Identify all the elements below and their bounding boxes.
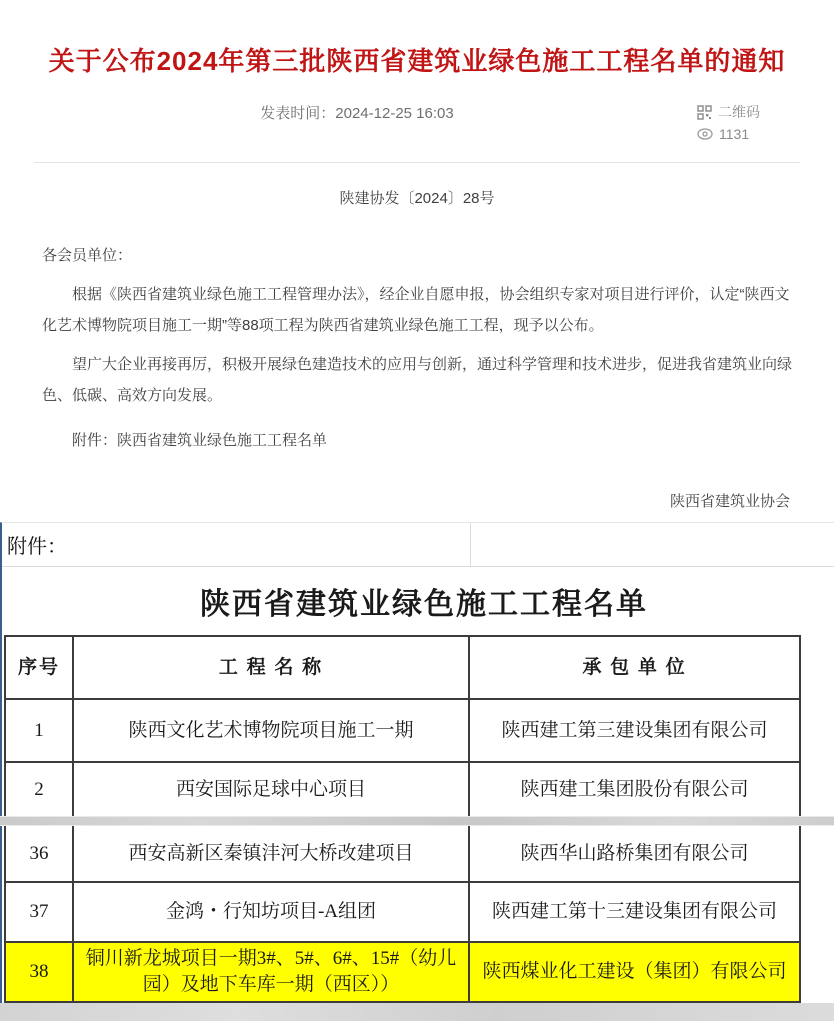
doc-number: 陕建协发〔2024〕28号	[339, 190, 495, 208]
qrcode-label: 二维码	[718, 104, 760, 121]
cell-no: 2	[34, 778, 44, 800]
cell-no: 38	[6, 943, 72, 1001]
view-count: 1131	[719, 126, 750, 143]
cell-project: 西安国际足球中心项目	[72, 763, 468, 816]
cell-contractor: 陕西建工第三建设集团有限公司	[468, 700, 799, 761]
salutation: 各会员单位：	[42, 247, 133, 265]
page	[0, 17, 834, 1017]
publish-time: 发表时间：2024-12-25 16:03	[260, 105, 454, 123]
table-row	[6, 698, 799, 761]
attachment-sheet	[0, 522, 834, 1017]
column-header-no: 序号	[17, 656, 60, 678]
signature-org: 陕西省建筑业协会	[669, 493, 790, 511]
cell-project: 陕西文化艺术博物院项目施工一期	[72, 700, 468, 761]
cell-no: 37	[29, 901, 49, 923]
sheet-content	[0, 522, 834, 1017]
cell-contractor: 陕西建工第十三建设集团有限公司	[468, 883, 799, 941]
attachment-label: 附件：	[7, 536, 67, 559]
projects-table	[4, 635, 801, 1003]
table-row	[6, 881, 799, 941]
header-divider	[34, 162, 800, 163]
qrcode-icon	[697, 105, 712, 120]
cell-contractor: 陕西建工集团股份有限公司	[468, 763, 799, 816]
cell-project: 西安高新区秦镇沣河大桥改建项目	[72, 826, 468, 881]
paragraph-1: 根据《陕西省建筑业绿色施工工程管理办法》，经企业自愿申报，协会组织专家对项目进行评价，认定“陕西文化艺术博物院项目施工一期”等88项工程为陕西省建筑业绿色施工工程，现予以公布。	[42, 286, 790, 335]
cell-contractor: 陕西煤业化工建设（集团）有限公司	[468, 943, 799, 1001]
gridline	[470, 523, 471, 566]
table-title: 陕西省建筑业绿色施工工程名单	[200, 588, 648, 622]
meta-widgets	[697, 102, 760, 142]
attachment-line: 附件：陕西省建筑业绿色施工工程名单	[72, 432, 328, 450]
column-header-project: 工 程 名 称	[72, 637, 468, 698]
screenshot-splice-band	[0, 816, 834, 826]
cell-project: 铜川新龙城项目一期3#、5#、6#、15#（幼儿园）及地下车库一期（西区））	[72, 943, 468, 1001]
cell-no: 1	[34, 719, 44, 741]
article-title: 关于公布2024年第三批陕西省建筑业绿色施工工程名单的通知	[48, 46, 786, 77]
column-header-contractor: 承 包 单 位	[468, 637, 799, 698]
article-meta	[0, 102, 834, 148]
paragraph-2: 望广大企业再接再厉，积极开展绿色建造技术的应用与创新，通过科学管理和技术进步，促进我省建筑业向绿色、低碳、高效方向发展。	[42, 356, 793, 405]
table-row	[6, 761, 799, 816]
eye-icon	[697, 128, 713, 140]
table-row	[6, 826, 799, 881]
screenshot-bottom-band	[0, 1003, 834, 1021]
article-body	[42, 240, 792, 456]
cell-contractor: 陕西华山路桥集团有限公司	[468, 826, 799, 881]
view-count-widget	[697, 126, 760, 142]
qrcode-widget[interactable]	[697, 102, 760, 122]
table-header-row	[6, 637, 799, 698]
cell-no: 36	[29, 842, 49, 864]
table-row-highlighted	[6, 941, 799, 1001]
cell-project: 金鸿・行知坊项目-A组团	[72, 883, 468, 941]
attachment-label-row	[2, 523, 834, 567]
